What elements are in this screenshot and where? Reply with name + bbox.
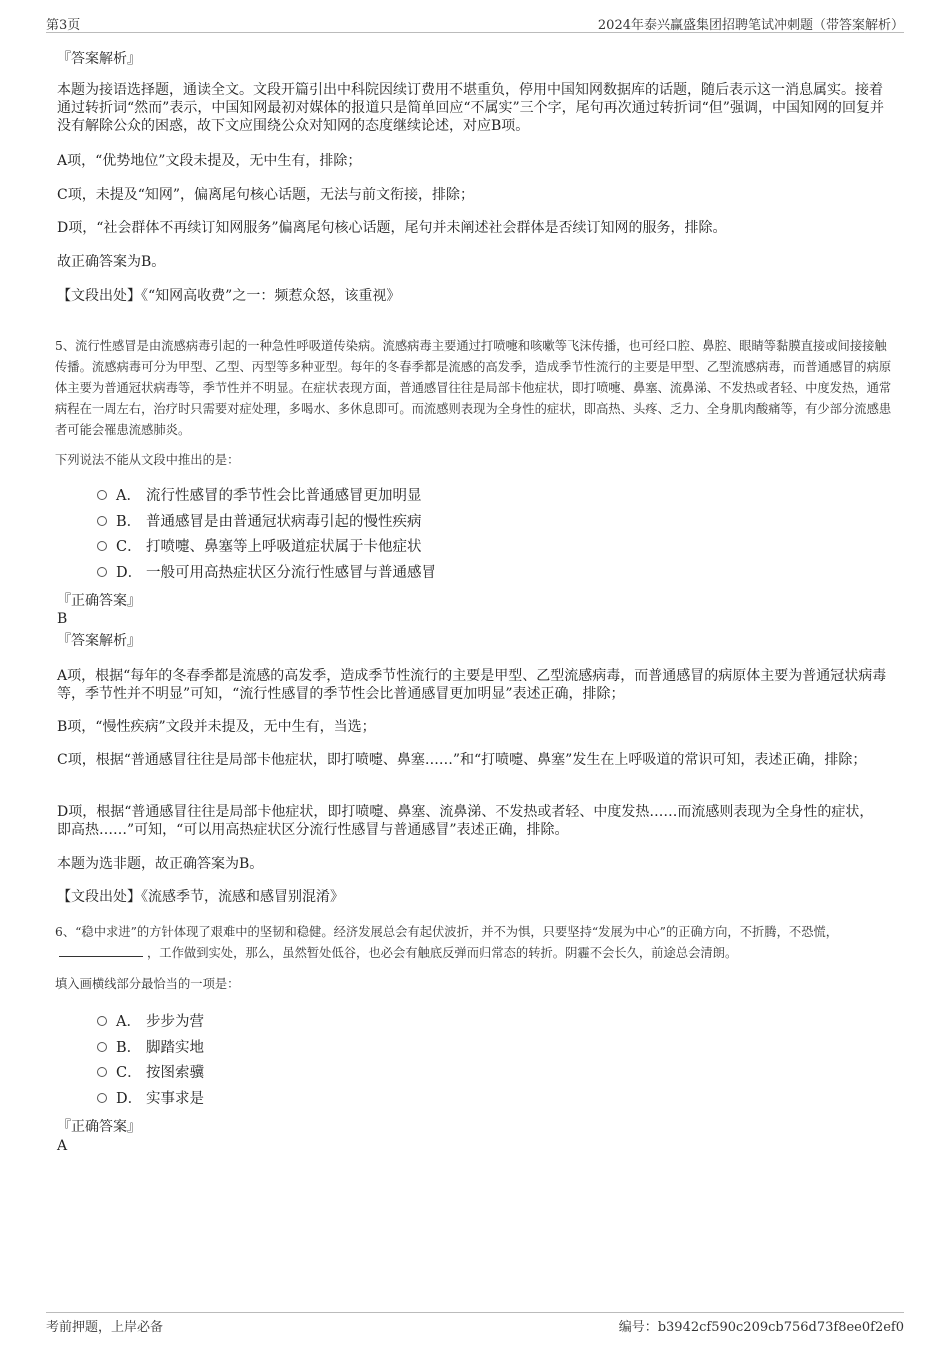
option-text: 按图索骥 (146, 1065, 204, 1081)
q5-option-b[interactable] (97, 511, 422, 533)
q5-option-a[interactable] (97, 485, 422, 507)
q5-source: 【文段出处】《流感季节，流感和感冒别混淆》 (57, 889, 344, 905)
option-letter: D． (116, 565, 143, 581)
option-letter: B． (116, 1040, 142, 1056)
q6-stem-after: ，工作做到实处，那么，虽然暂处低谷，也必会有触底反弹而归常态的转折。阴霾不会长久，前途总会清朗。 (147, 946, 738, 960)
q4-option-c-analysis: C项，未提及“知网”，偏离尾句核心话题，无法与前文衔接，排除； (57, 187, 475, 203)
page-number: 第3页 (46, 18, 81, 33)
radio-icon[interactable] (97, 516, 107, 526)
q5-option-d-analysis: D项，根据“普通感冒往往是局部卡他症状，即打喷嚏、鼻塞、流鼻涕、不发热或者轻、中度发热……而流感则表现为全身性的症状，即高热……”可知，“可以用高热症状区分流行性感冒与普通感冒”表述正确，排除。 (57, 804, 874, 838)
q5-answer: B (57, 611, 68, 627)
radio-icon[interactable] (97, 1067, 107, 1077)
q6-option-a[interactable] (97, 1011, 204, 1033)
radio-icon[interactable] (97, 1093, 107, 1103)
radio-icon[interactable] (97, 567, 107, 577)
footer-slogan: 考前押题，上岸必备 (46, 1320, 164, 1335)
q6-answer-label: 『正确答案』 (57, 1119, 141, 1135)
option-letter: D． (116, 1091, 143, 1107)
option-letter: C． (116, 1065, 142, 1081)
option-letter: C． (116, 539, 142, 555)
q5-answer-label: 『正确答案』 (57, 593, 141, 609)
q4-analysis-label: 『答案解析』 (57, 51, 141, 67)
option-text: 一般可用高热症状区分流行性感冒与普通感冒 (146, 565, 436, 581)
page-footer (46, 1312, 904, 1333)
q4-option-a-analysis: A项，“优势地位”文段未提及，无中生有，排除； (57, 153, 362, 169)
q5-option-c-analysis: C项，根据“普通感冒往往是局部卡他症状，即打喷嚏、鼻塞……”和“打喷嚏、鼻塞”发生在上呼吸道的常识可知，表述正确，排除； (57, 752, 867, 768)
q5-option-b-analysis: B项，“慢性疾病”文段并未提及，无中生有，当选； (57, 719, 376, 735)
radio-icon[interactable] (97, 490, 107, 500)
option-text: 脚踏实地 (146, 1040, 204, 1056)
q5-analysis-label: 『答案解析』 (57, 633, 141, 649)
radio-icon[interactable] (97, 541, 107, 551)
q5-conclusion: 本题为选非题，故正确答案为B。 (57, 856, 264, 872)
q5-prompt: 下列说法不能从文段中推出的是： (55, 453, 240, 467)
q6-stem (55, 922, 895, 964)
fill-in-blank (59, 944, 143, 957)
option-letter: A． (116, 488, 141, 504)
radio-icon[interactable] (97, 1042, 107, 1052)
q5-stem: 5、流行性感冒是由流感病毒引起的一种急性呼吸道传染病。流感病毒主要通过打喷嚏和咳嗽等飞沫传播，也可经口腔、鼻腔、眼睛等黏膜直接或间接接触传播。流感病毒可分为甲型、乙型、丙型等多种亚型。每年的冬春季都是流感的高发季，造成季节性流行的主要是甲型、乙型流感病毒，而普通感冒的病原体主要为普通冠状病毒等，季节性并不明显。在症状表现方面，普通感冒往往是局部卡他症状，即打喷嚏、鼻塞、流鼻涕、不发热或者轻、中度发热，通常病程在一周左右，治疗时只需要对症处理，多喝水、多休息即可。而流感则表现为全身性的症状，即高热、头疼、乏力、全身肌肉酸痛等，有少部分流感患者可能会罹患流感肺炎。 (55, 339, 892, 437)
q6-prompt: 填入画横线部分最恰当的一项是： (55, 977, 240, 991)
q5-option-c[interactable] (97, 536, 422, 558)
q5-option-d[interactable] (97, 562, 436, 584)
document-id: 编号：b3942cf590c209cb756d73f8ee0f2ef0 (618, 1320, 904, 1335)
q6-option-c[interactable] (97, 1062, 204, 1084)
q4-source: 【文段出处】《“知网高收费”之一：频惹众怒，该重视》 (57, 288, 401, 304)
q6-option-d[interactable] (97, 1088, 204, 1110)
option-text: 普通感冒是由普通冠状病毒引起的慢性疾病 (146, 514, 422, 530)
option-text: 流行性感冒的季节性会比普通感冒更加明显 (146, 488, 422, 504)
document-title: 2024年泰兴赢盛集团招聘笔试冲刺题（带答案解析） (597, 18, 904, 33)
option-letter: A． (116, 1014, 141, 1030)
q5-option-a-analysis: A项，根据“每年的冬春季都是流感的高发季，造成季节性流行的主要是甲型、乙型流感病毒，而普通感冒的病原体主要为普通冠状病毒等，季节性并不明显”可知，“流行性感冒的季节性会比普通感冒更加明显”表述正确，排除； (57, 668, 887, 702)
option-text: 实事求是 (146, 1091, 204, 1107)
q4-conclusion: 故正确答案为B。 (57, 254, 166, 270)
option-text: 打喷嚏、鼻塞等上呼吸道症状属于卡他症状 (146, 539, 422, 555)
q6-answer: A (57, 1138, 68, 1154)
q4-option-d-analysis: D项，“社会群体不再续订知网服务”偏离尾句核心话题，尾句并未阐述社会群体是否续订知网的服务，排除。 (57, 220, 727, 236)
q6-stem-before: 6、“稳中求进”的方针体现了艰难中的坚韧和稳健。经济发展总会有起伏波折，并不为惧，只要坚持“发展为中心”的正确方向，不折腾，不恐慌， (55, 925, 839, 939)
q4-analysis-text: 本题为接语选择题，通读全文。文段开篇引出中科院因续订费用不堪重负，停用中国知网数据库的话题，随后表示这一消息属实。接着通过转折词“然而”表示，中国知网最初对媒体的报道只是简单回应“不属实”三个字，尾句再次通过转折词“但”强调，中国知网的回复并没有解除公众的困惑，故下文应围绕公众对知网的态度继续论述，对应B项。 (57, 82, 884, 134)
option-letter: B． (116, 514, 142, 530)
q6-option-b[interactable] (97, 1037, 204, 1059)
page-header (46, 14, 904, 33)
option-text: 步步为营 (146, 1014, 204, 1030)
radio-icon[interactable] (97, 1016, 107, 1026)
